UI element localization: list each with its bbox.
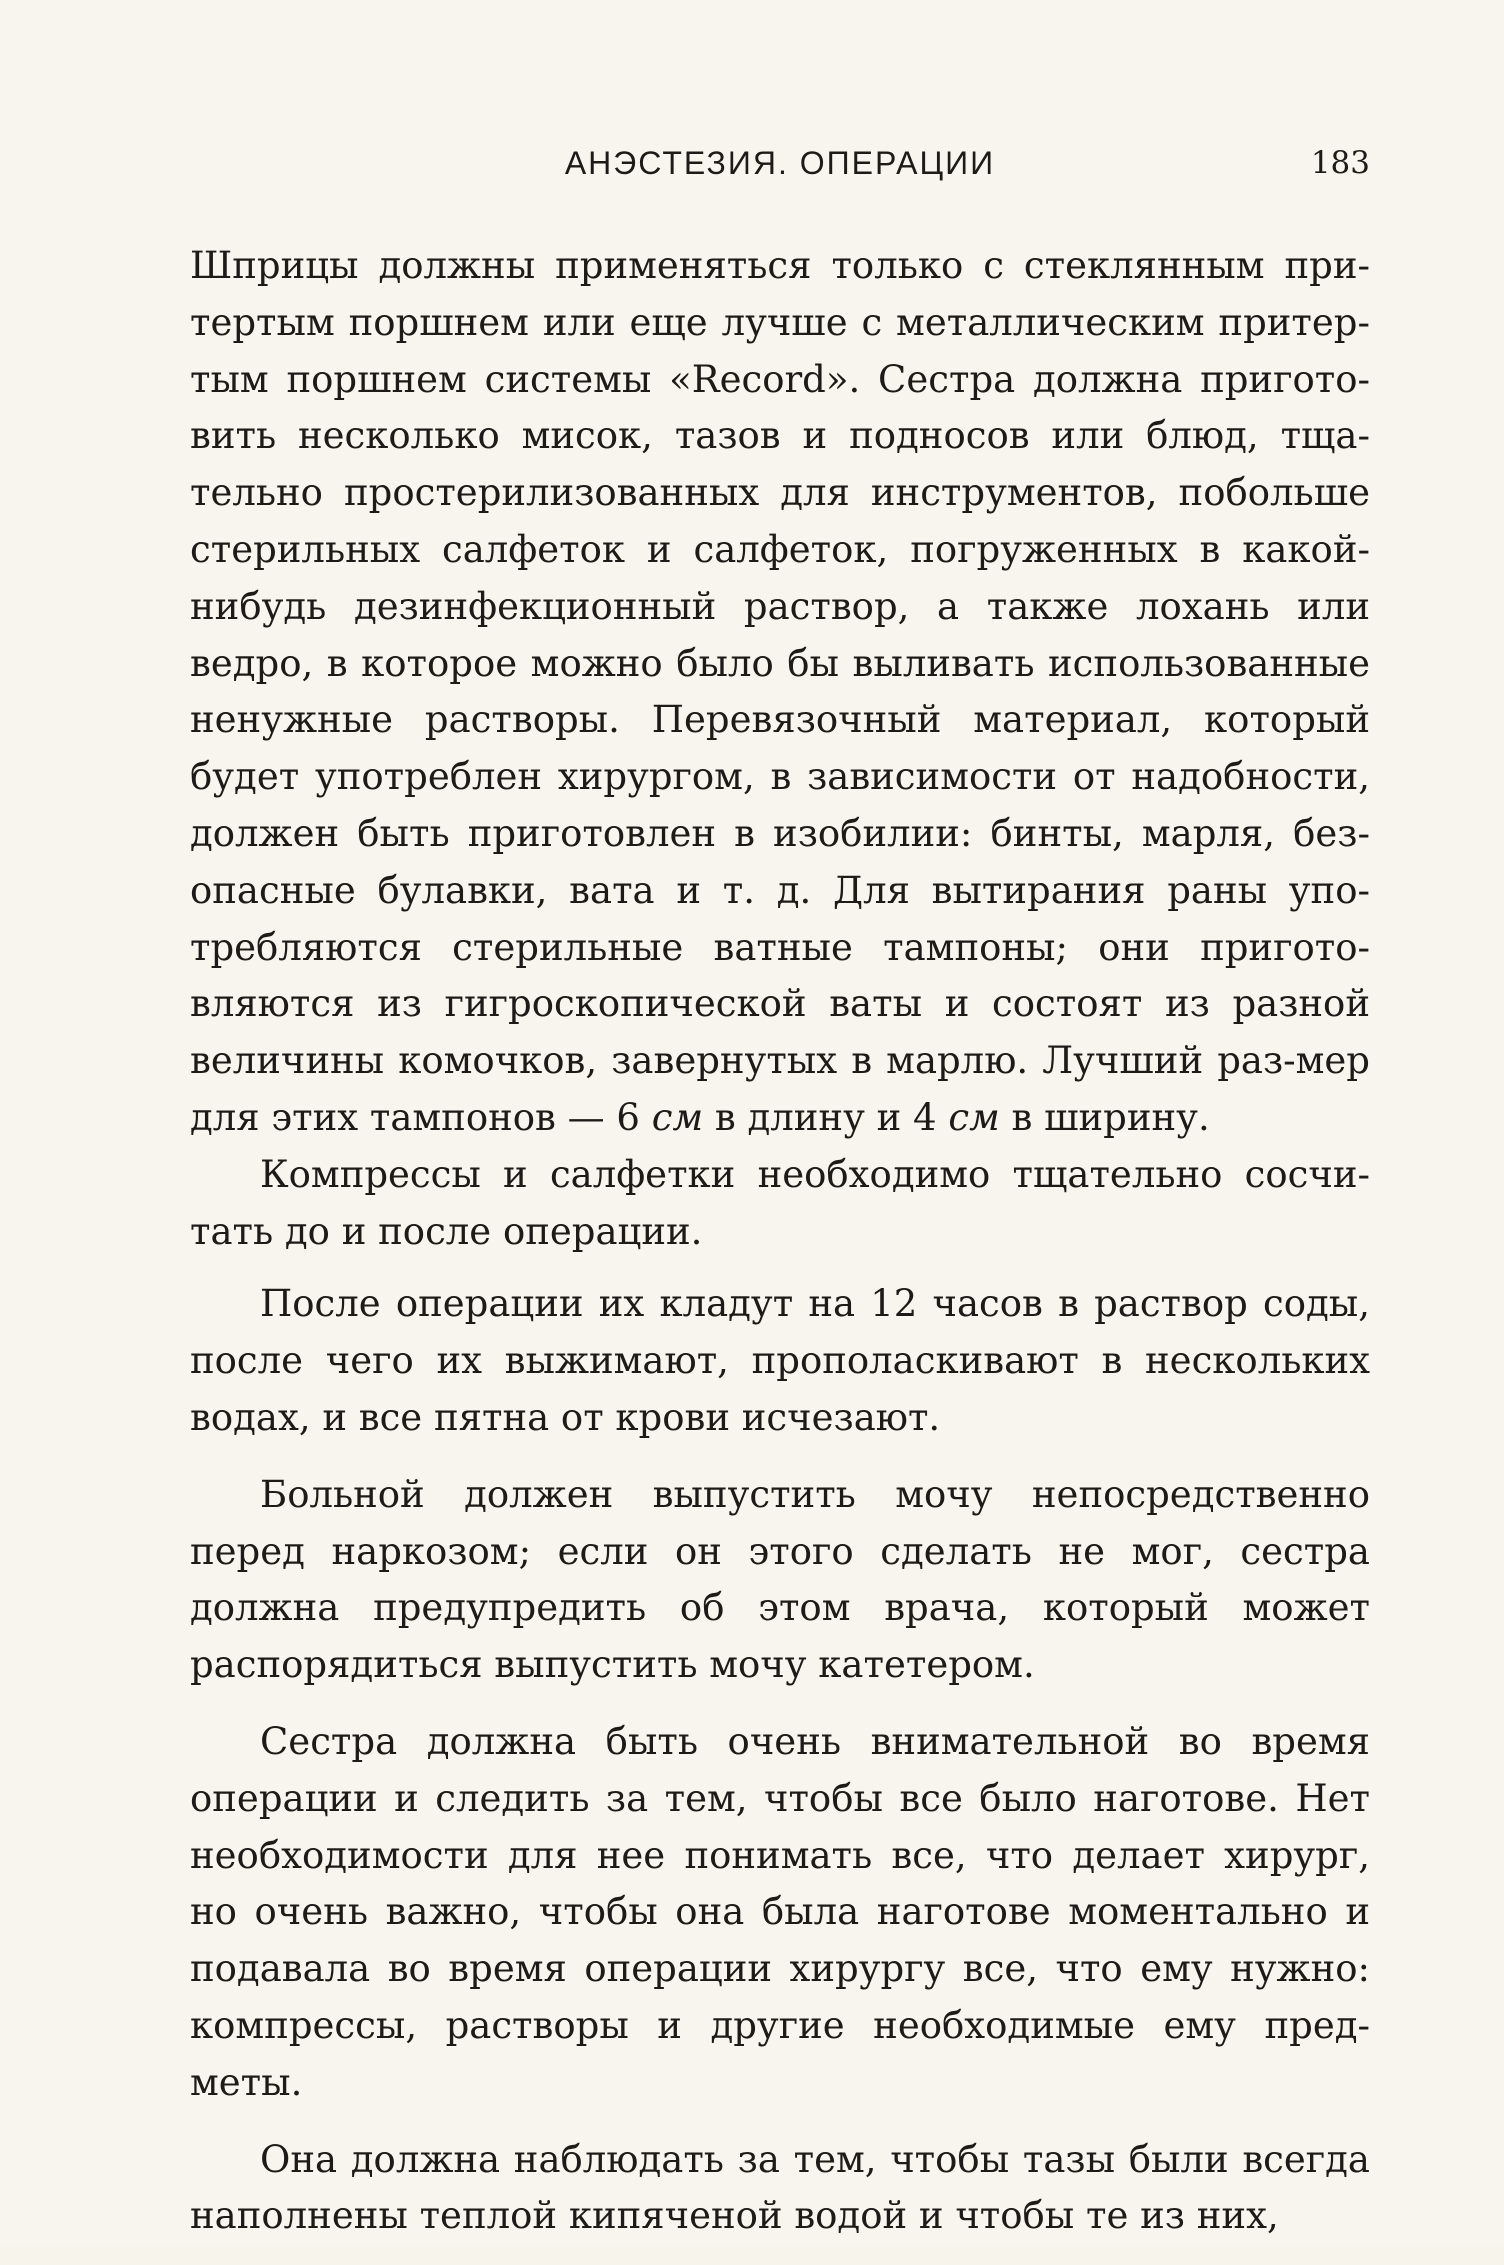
body-text: [190, 238, 1370, 2265]
paragraph-text: Шприцы должны применяться только с стеклянным при-тертым поршнем или еще лучше с металлическим притер-тым поршнем системы «Record». Сестра должна пригото-вить несколько мисок, тазов и подносов или блюд, тща-тельно простерилизованных для инструментов, побольше стерильных салфеток и салфеток, погруженных в какой-нибудь дезинфекционный раствор, а также лохань или ведро, в которое можно было бы выливать использованные ненужные растворы. Перевязочный материал, который будет употреблен хирургом, в зависимости от надобности, должен быть приготовлен в изобилии: бинты, марля, без-опасные булавки, вата и т. д. Для вытирания раны упо-требляются стерильные ватные тампоны; они пригото-вляются из гигроскопической ваты и состоят из разной величины комочков, завернутых в марлю. Лучший раз-мер для этих тампонов — 6: [190, 244, 1370, 1139]
unit-cm: см: [948, 1095, 1000, 1139]
paragraph-text: в длину и 4: [703, 1095, 949, 1139]
paragraph-nurse: Сестра должна быть очень внимательной во время операции и следить за тем, чтобы все было наготове. Нет необходимости для нее понимать все, что делает хирург, но очень важно, чтобы она была наготове моментально и подавала во время операции хирургу все, что ему нужно: компрессы, растворы и другие необходимые ему пред-меты.: [190, 1719, 1370, 2104]
paragraph-compresses: Компрессы и салфетки необходимо тщательно сосчи-тать до и после операции.: [190, 1152, 1370, 1253]
paragraph-syringes: [190, 238, 1370, 1147]
paragraph-patient: Больной должен выпустить мочу непосредственно перед наркозом; если он этого сделать не мог, сестра должна предупредить об этом врача, который может распорядиться выпустить мочу катетером.: [190, 1472, 1370, 1687]
paragraph-soda: После операции их кладут на 12 часов в раствор соды, после чего их выжимают, прополаскивают в нескольких водах, и все пятна от крови исчезают.: [190, 1282, 1370, 1439]
running-title: АНЭСТЕЗИЯ. ОПЕРАЦИИ: [564, 145, 996, 181]
paragraph-text: в ширину.: [999, 1095, 1210, 1139]
page-number: 183: [1310, 145, 1370, 181]
running-header: [190, 138, 1370, 188]
unit-cm: см: [651, 1095, 704, 1139]
paragraph-basins: Она должна наблюдать за тем, чтобы тазы были всегда наполнены теплой кипяченой водой и чтобы те из них,: [190, 2137, 1370, 2238]
